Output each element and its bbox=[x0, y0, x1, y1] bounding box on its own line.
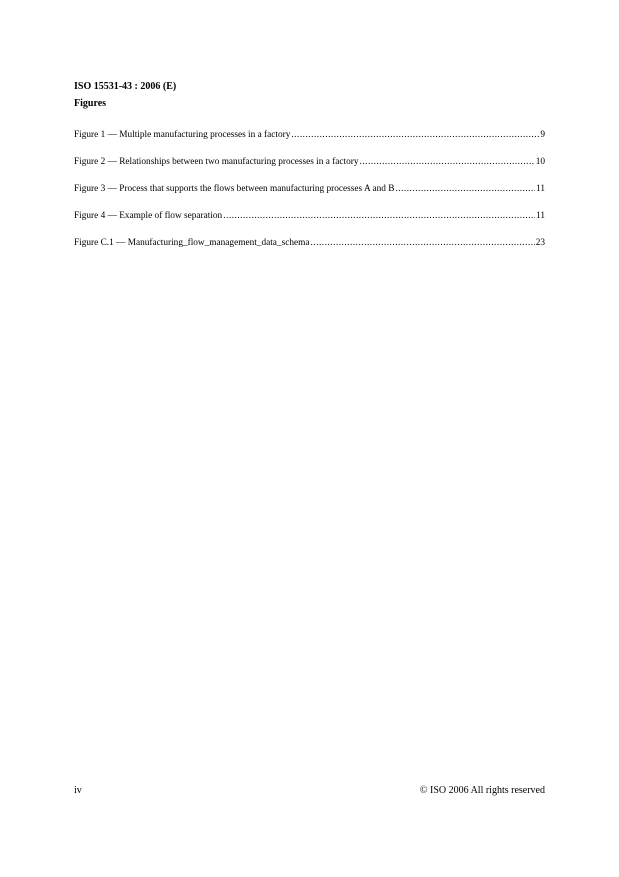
dot-leader bbox=[291, 129, 539, 141]
dot-leader bbox=[395, 183, 535, 195]
toc-entry-page: 9 bbox=[540, 130, 545, 140]
figures-list bbox=[74, 129, 545, 264]
toc-entry-figure-2[interactable] bbox=[74, 156, 545, 183]
dot-leader bbox=[360, 156, 535, 168]
toc-entry-figure-3[interactable] bbox=[74, 183, 545, 210]
toc-entry-label: Figure 1 — Multiple manufacturing processes in a factory bbox=[74, 130, 291, 140]
toc-entry-label: Figure 4 — Example of flow separation bbox=[74, 211, 223, 221]
toc-entry-figure-4[interactable] bbox=[74, 210, 545, 237]
dot-leader bbox=[223, 210, 535, 222]
dot-leader bbox=[310, 237, 534, 249]
toc-entry-page: 11 bbox=[536, 211, 545, 221]
toc-entry-label: Figure C.1 — Manufacturing_flow_management_data_schema bbox=[74, 238, 310, 248]
footer-page-number: iv bbox=[74, 785, 82, 796]
section-title: Figures bbox=[74, 98, 107, 109]
toc-entry-page: 10 bbox=[535, 157, 545, 167]
toc-entry-label: Figure 3 — Process that supports the flows between manufacturing processes A and B bbox=[74, 184, 395, 194]
toc-entry-page: 11 bbox=[536, 184, 545, 194]
toc-entry-label: Figure 2 — Relationships between two manufacturing processes in a factory bbox=[74, 157, 359, 167]
document-id: ISO 15531-43 : 2006 (E) bbox=[74, 81, 177, 92]
toc-entry-figure-1[interactable] bbox=[74, 129, 545, 156]
footer-copyright: © ISO 2006 All rights reserved bbox=[419, 785, 545, 796]
toc-entry-page: 23 bbox=[535, 238, 545, 248]
toc-entry-figure-c1[interactable] bbox=[74, 237, 545, 264]
